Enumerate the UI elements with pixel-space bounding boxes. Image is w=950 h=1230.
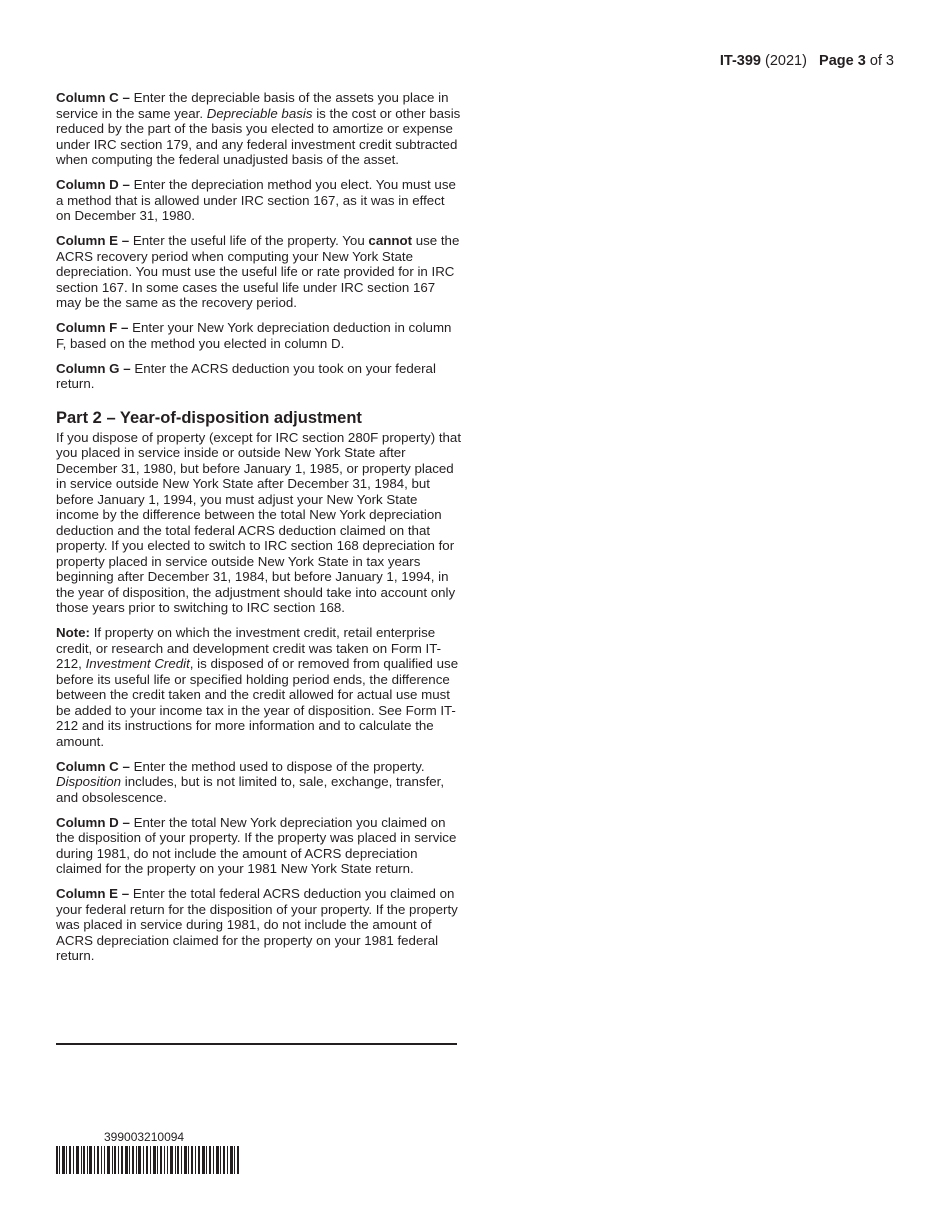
paragraph-text: , is disposed of or removed from qualified use before its useful life or specified holding period ends, the difference between the credit taken and the credit allowed for actual use must be added to your income tax in the year of disposition. See Form IT-212 and its instructions for more information and to calculate the amount.: [56, 656, 459, 749]
paragraph-text: Enter the ACRS deduction you took on your federal return.: [56, 360, 436, 391]
paragraph-text: Enter the total New York depreciation you claimed on the disposition of your property. If the property was placed in service during 1981, do not include the amount of ACRS depreciation claimed for the property on your 1981 New York State return.: [56, 814, 457, 876]
column-label: Column D –: [56, 814, 130, 830]
page-of: of 3: [869, 53, 894, 69]
column-label: Column E –: [56, 886, 130, 901]
form-id: IT-399: [719, 53, 761, 69]
paragraph-text: Enter the total federal ACRS deduction you claimed on your federal return for the disposition of your property. If the property was placed in service during 1981, do not include the amount of ACRS depreciation claimed for the property on your 1981 federal return.: [56, 886, 458, 963]
part2-column-c: [56, 759, 461, 806]
part2-column-d: [56, 815, 461, 877]
part1-column-f: [56, 320, 461, 351]
section-divider: [56, 1043, 457, 1045]
note-label: Note:: [56, 625, 90, 640]
paragraph-text: Enter the depreciation method you elect. You must use a method that is allowed under IRC section 167, as it was in effect on December 31, 1980.: [56, 177, 456, 223]
paragraph-text: includes, but is not limited to, sale, exchange, transfer, and obsolescence.: [56, 774, 445, 805]
column-label: Column C –: [56, 758, 130, 774]
part1-column-c: [56, 90, 461, 168]
part1-column-d: [56, 177, 461, 224]
column-label: Column G –: [56, 360, 131, 376]
paragraph-text: Enter the useful life of the property. You: [132, 233, 365, 248]
paragraph-text: is the cost or other basis reduced by the part of the basis you elected to amortize or expense under IRC section 179, and any federal investment credit subtracted when computing the federal unadjusted basis of the asset.: [56, 105, 461, 167]
part1-column-e: [56, 233, 461, 311]
column-label: Column F –: [56, 320, 129, 335]
barcode-number: 399003210094: [104, 1130, 185, 1144]
part2-column-e: [56, 886, 461, 964]
column-label: Column D –: [56, 177, 130, 192]
paragraph-text: use the ACRS recovery period when computing your New York State depreciation. You must use the useful life or rate provided for in IRC section 167. In some cases the useful life under IRC section 167 may be the same as the recovery period.: [56, 233, 460, 310]
term-italic: Disposition: [56, 774, 122, 789]
page-label: Page 3: [819, 53, 866, 69]
part2-heading: Part 2 – Year-of-disposition adjustment: [56, 408, 362, 427]
paragraph-text: Enter your New York depreciation deduction in column F, based on the method you elected in column D.: [56, 320, 452, 351]
paragraph-text: Enter the method used to dispose of the property.: [133, 758, 425, 774]
part2-note: [56, 625, 461, 749]
page-header: [720, 53, 894, 69]
part1-column-g: [56, 361, 461, 392]
column-label: Column E –: [56, 233, 130, 248]
term-italic: Depreciable basis: [206, 105, 313, 121]
paragraph-text: Enter the depreciable basis of the assets you place in service in the same year.: [56, 90, 449, 121]
form-year: (2021): [765, 53, 807, 69]
form-title-italic: Investment Credit: [85, 656, 190, 671]
paragraph-text: If property on which the investment credit, retail enterprise credit, or research and development credit was taken on Form IT-212,: [56, 625, 442, 671]
instructions-body: [56, 90, 461, 973]
column-label: Column C –: [56, 90, 130, 105]
emphasis-bold: cannot: [368, 233, 413, 248]
barcode: [56, 1146, 240, 1174]
part2-intro: If you dispose of property (except for IRC section 280F property) that you placed in service inside or outside New York State after December 31, 1980, but before January 1, 1985, or property placed in service outside New York State after December 31, 1984, but before January 1, 1994, you must adjust your New York State income by the difference between the total New York depreciation deduction and the total federal ACRS deduction claimed on that property. If you elected to switch to IRC section 168 depreciation for property placed in service outside New York State in tax years beginning after December 31, 1984, but before January 1, 1994, in the year of disposition, the adjustment should take into account only those years prior to switching to IRC section 168.: [56, 429, 462, 615]
